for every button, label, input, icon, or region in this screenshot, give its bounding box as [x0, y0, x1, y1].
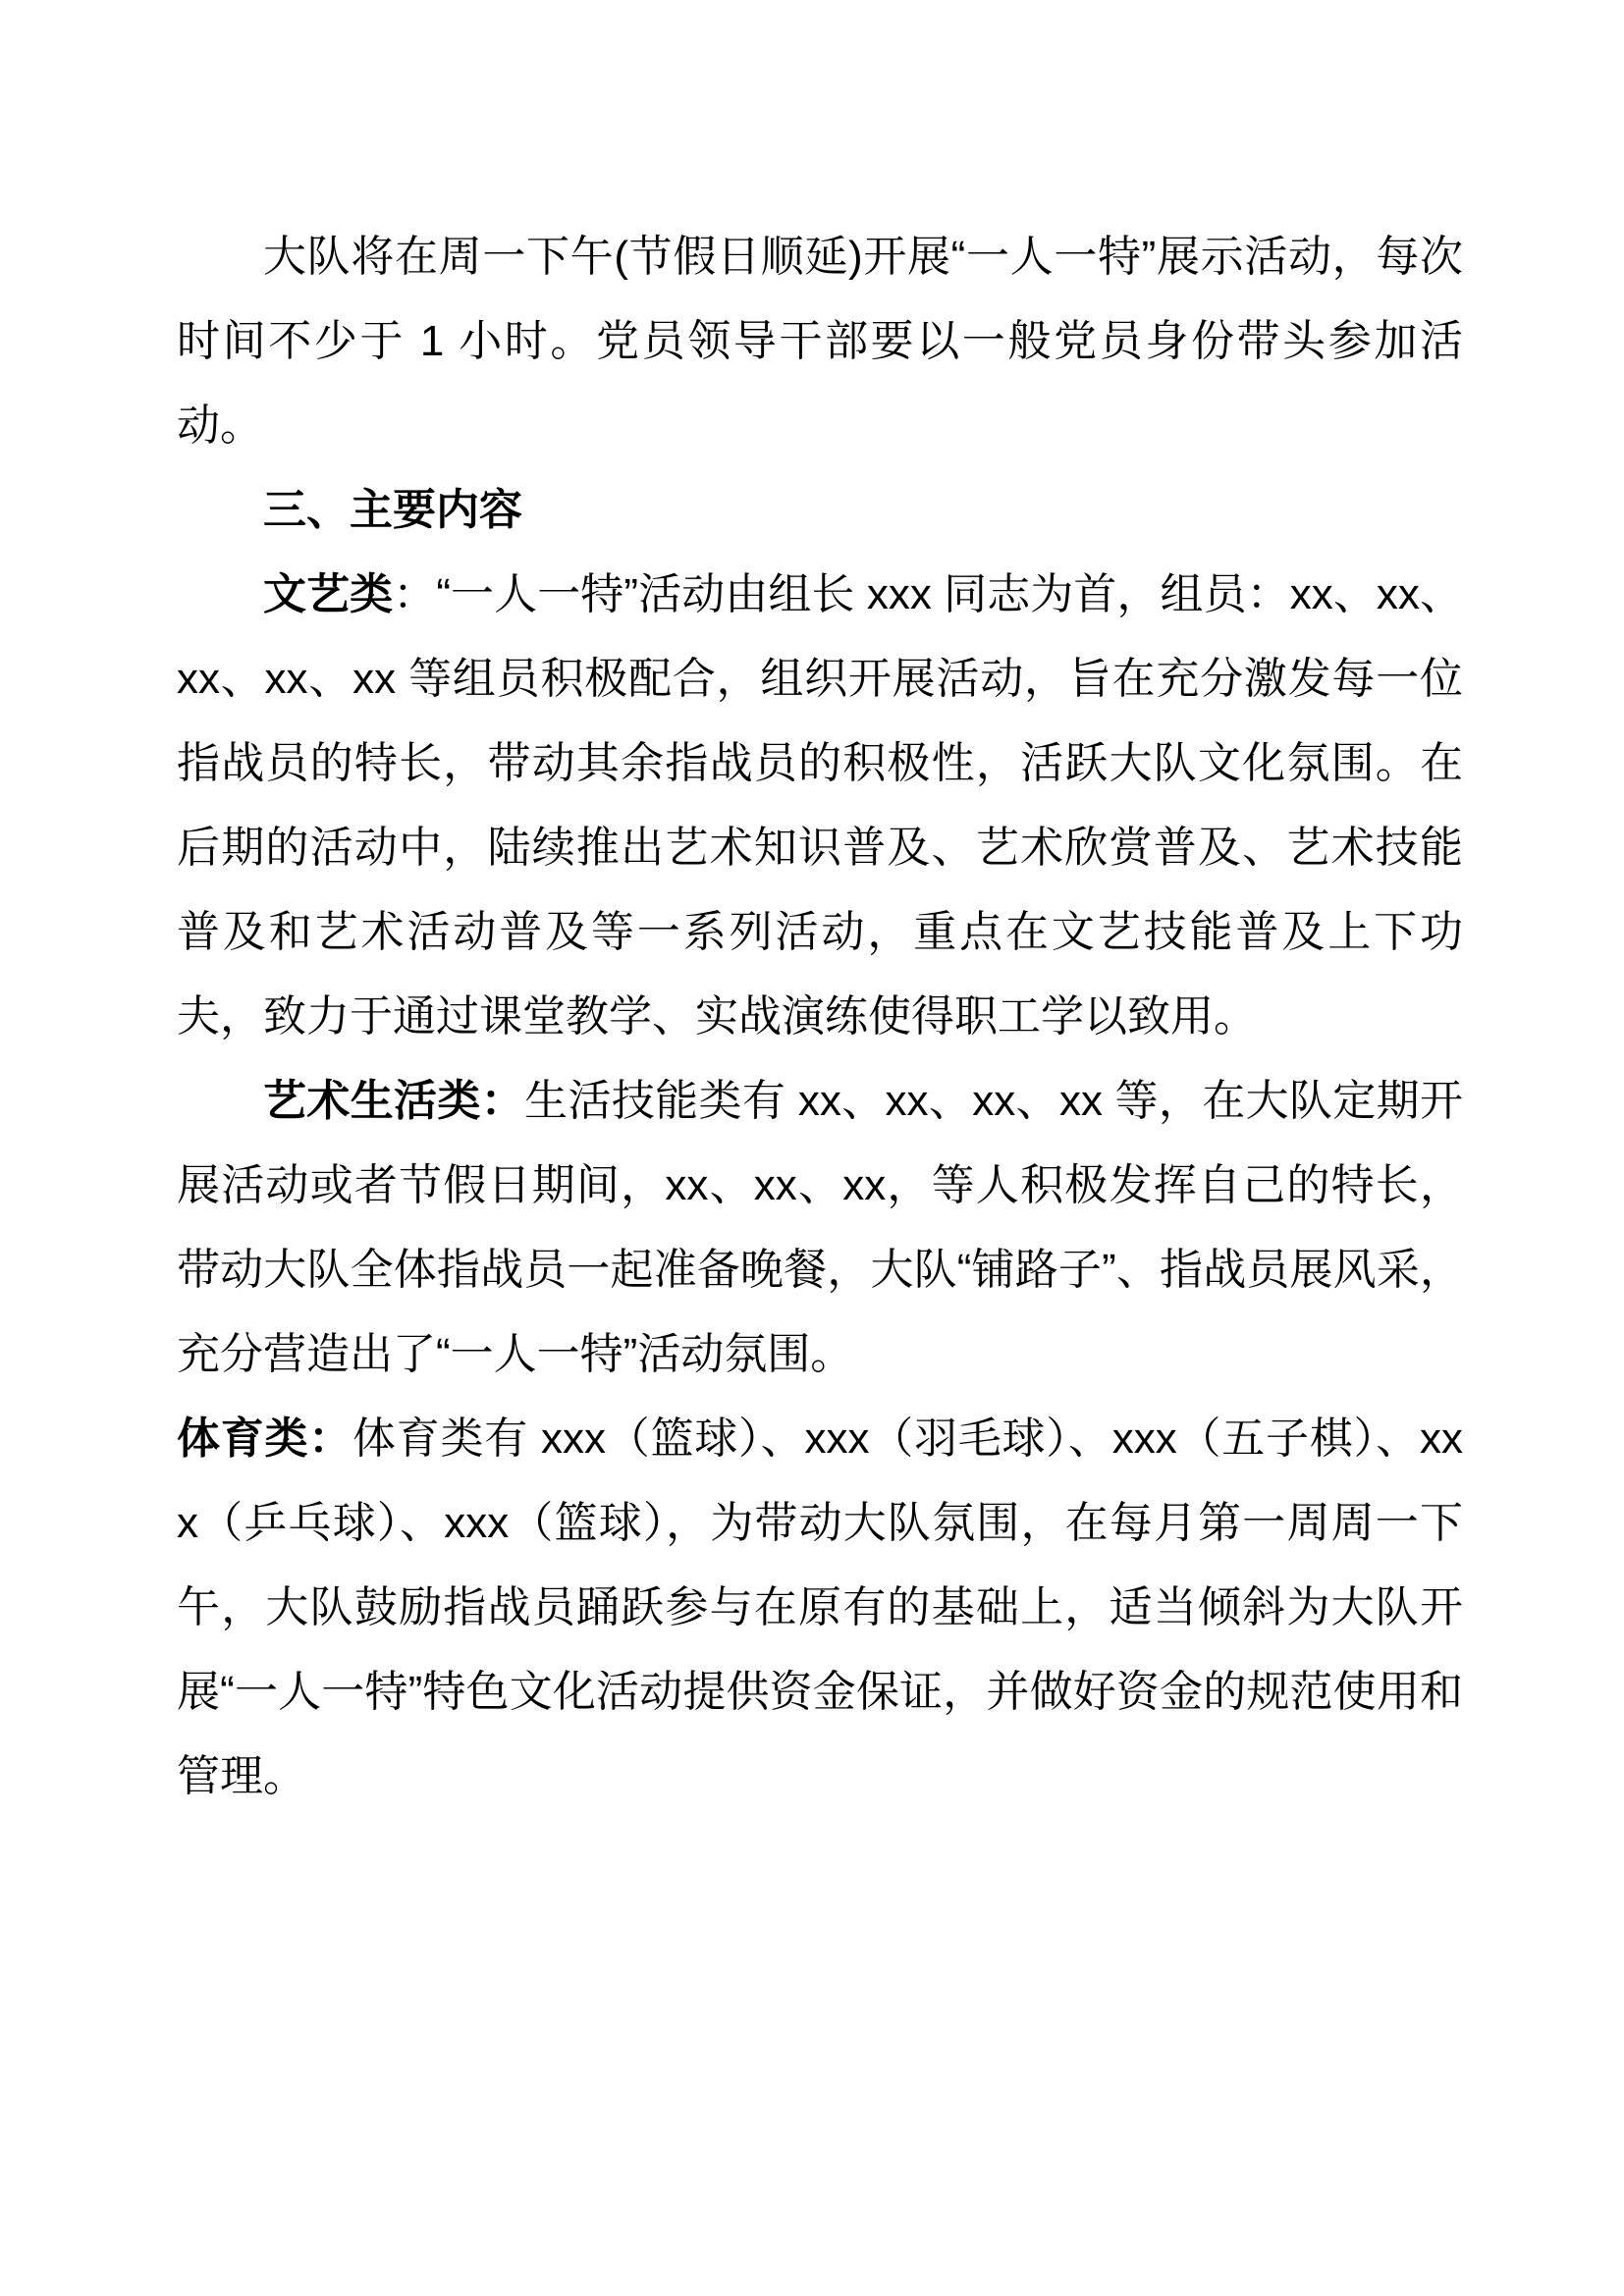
paragraph-sports-category — [177, 1397, 1463, 1819]
arts-category-label: 文艺类 — [263, 570, 394, 618]
sports-category-label: 体育类： — [177, 1415, 353, 1463]
art-life-category-text: 生活技能类有 xx、xx、xx、xx 等，在大队定期开展活动或者节假日期间，xx、xx、xx，等人积极发挥自己的特长，带动大队全体指战员一起准备晚餐，大队“铺路子”、指战员展风采，充分营造出了“一人一特”活动氛围。 — [177, 1077, 1463, 1378]
art-life-category-label: 艺术生活类： — [263, 1077, 525, 1125]
arts-category-text: ：“一人一特”活动由组长 xxx 同志为首，组员：xx、xx、xx、xx、xx 等组员积极配合，组织开展活动，旨在充分激发每一位指战员的特长，带动其余指战员的积极性，活跃大队文化氛围。在后期的活动中，陆续推出艺术知识普及、艺术欣赏普及、艺术技能普及和艺术活动普及等一系列活动，重点在文艺技能普及上下功夫，致力于通过课堂教学、实战演练使得职工学以致用。 — [177, 570, 1463, 1041]
heading-main-content — [177, 468, 1463, 553]
paragraph-arts-category — [177, 553, 1463, 1059]
document-body — [177, 215, 1463, 1819]
paragraph-art-life-category — [177, 1059, 1463, 1397]
paragraph-activity-arrangement — [177, 215, 1463, 468]
heading-main-content-text: 三、主要内容 — [263, 486, 522, 534]
paragraph-activity-arrangement-text: 大队将在周一下午(节假日顺延)开展“一人一特”展示活动，每次时间不少于 1 小时。党员领导干部要以一般党员身份带头参加活动。 — [177, 233, 1463, 450]
sports-category-text: 体育类有 xxx（篮球）、xxx（羽毛球）、xxx（五子棋）、xxx（乒乓球）、xxx（篮球），为带动大队氛围，在每月第一周周一下午，大队鼓励指战员踊跃参与在原有的基础上，适当倾斜为大队开展“一人一特”特色文化活动提供资金保证，并做好资金的规范使用和管理。 — [177, 1415, 1464, 1800]
